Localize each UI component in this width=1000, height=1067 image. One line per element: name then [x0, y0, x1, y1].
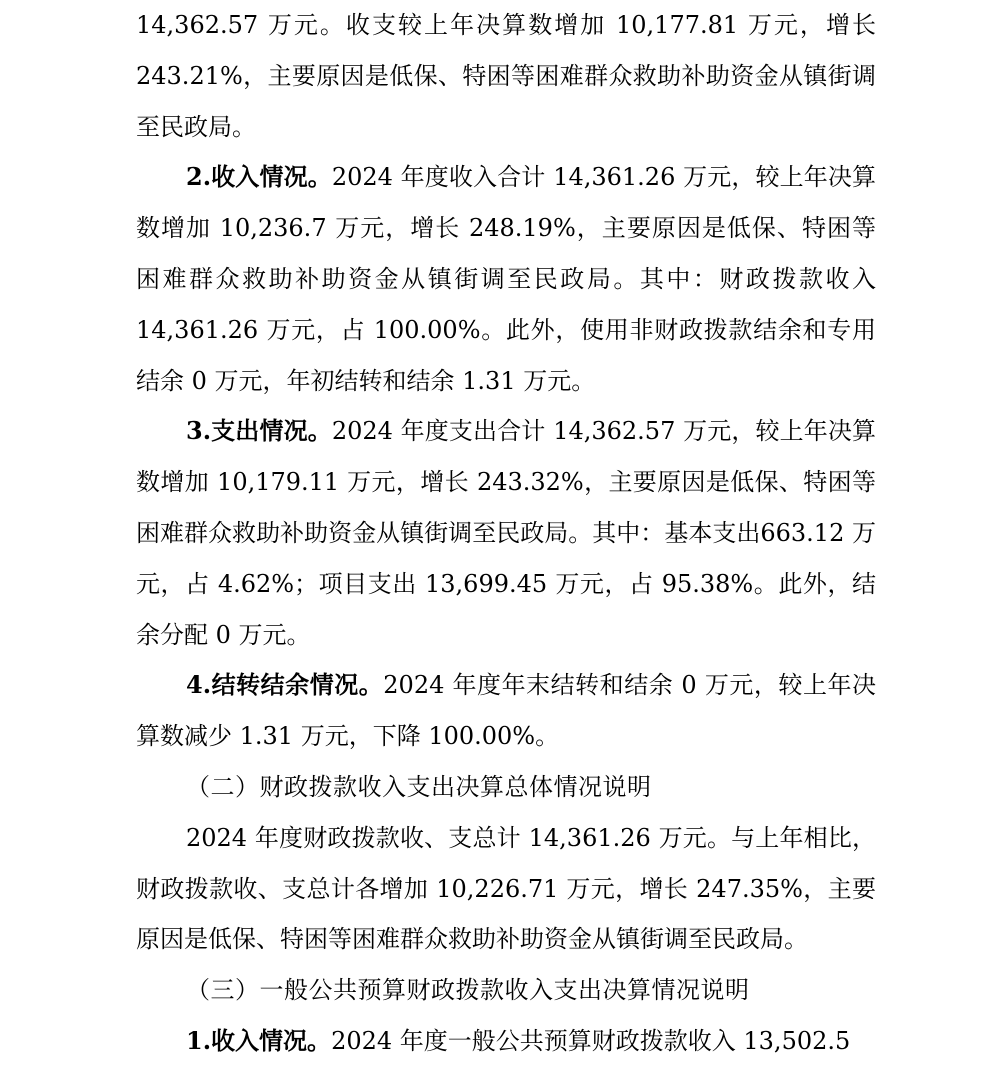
- paragraph-text: 2024 年度财政拨款收、支总计 14,361.26 万元。与上年相比，财政拨款收、支总计各增加 10,226.71 万元，增长 247.35%，主要原因是低保、特困等困难群众救助补助资金从镇街调至民政局。: [136, 823, 876, 954]
- paragraph-carryover: [136, 660, 876, 762]
- paragraph-text: 2024 年度支出合计 14,362.57 万元，较上年决算数增加 10,179.11 万元，增长 243.32%，主要原因是低保、特困等困难群众救助补助资金从镇街调至民政局。其中：基本支出663.12 万元，占 4.62%；项目支出 13,699.45 万元，占 95.38%。此外，结余分配 0 万元。: [136, 417, 876, 649]
- paragraph-general-budget-income: [136, 1016, 876, 1067]
- paragraph-lead: 1.收入情况。: [186, 1025, 332, 1055]
- paragraph-income: [136, 152, 876, 406]
- paragraph-lead: 3.支出情况。: [186, 416, 332, 446]
- paragraph-text: 2024 年度收入合计 14,361.26 万元，较上年决算数增加 10,236.7 万元，增长 248.19%，主要原因是低保、特困等困难群众救助补助资金从镇街调至民政局。其中：财政拨款收入 14,361.26 万元，占 100.00%。此外，使用非财政拨款结余和专用结余 0 万元，年初结转和结余 1.31 万元。: [136, 163, 876, 395]
- document-page: [136, 0, 876, 1067]
- paragraph-text: 2024 年度一般公共预算财政拨款收入 13,502.5: [331, 1026, 851, 1055]
- section-heading-3: （三）一般公共预算财政拨款收入支出决算情况说明: [186, 976, 750, 1005]
- paragraph-continuation: [136, 0, 876, 152]
- paragraph-lead: 2.收入情况。: [186, 162, 332, 192]
- paragraph-text: 14,362.57 万元。收支较上年决算数增加 10,177.81 万元，增长243.21%，主要原因是低保、特困等困难群众救助补助资金从镇街调至民政局。: [136, 11, 876, 141]
- paragraph-fiscal-overview: [136, 813, 876, 965]
- section-heading-2: （二）财政拨款收入支出决算总体情况说明: [186, 772, 652, 801]
- paragraph-text: 2024 年度年末结转和结余 0 万元，较上年决算数减少 1.31 万元，下降 100.00%。: [136, 671, 877, 751]
- paragraph-lead: 4.结转结余情况。: [186, 670, 384, 700]
- paragraph-expenditure: [136, 406, 876, 660]
